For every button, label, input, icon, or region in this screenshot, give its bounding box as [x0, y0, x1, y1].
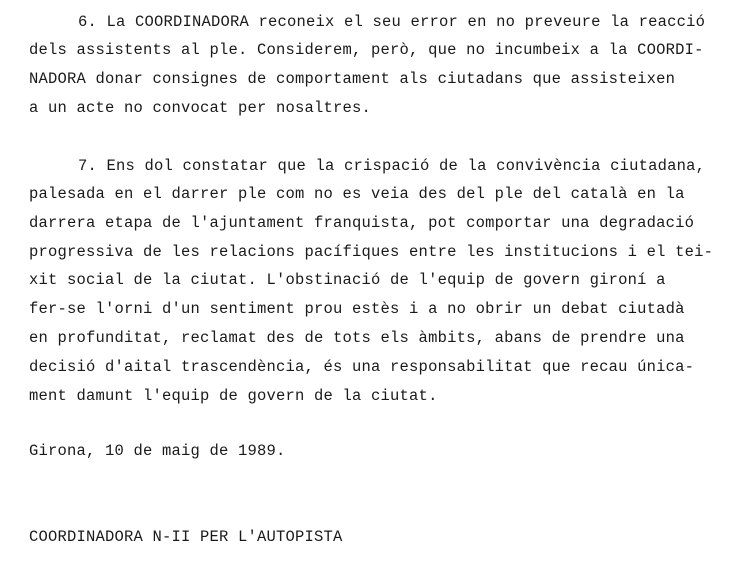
paragraph-7-line-4: progressiva de les relacions pacífiques entre les institucions i el tei-: [29, 243, 714, 261]
paragraph-6-line-4: a un acte no convocat per nosaltres.: [29, 99, 372, 117]
paragraph-6-line-1: 6. La COORDINADORA reconeix el seu error en no preveure la reacció: [78, 13, 706, 31]
paragraph-7-line-9: ment damunt l'equip de govern de la ciutat.: [29, 387, 438, 405]
date-line: Girona, 10 de maig de 1989.: [29, 442, 286, 460]
paragraph-7-line-3: darrera etapa de l'ajuntament franquista, pot comportar una degradació: [29, 214, 695, 232]
signature: COORDINADORA N-II PER L'AUTOPISTA: [29, 528, 343, 546]
paragraph-7-line-7: en profunditat, reclamat des de tots els àmbits, abans de prendre una: [29, 329, 685, 347]
paragraph-7-line-8: decisió d'aital trascendència, és una responsabilitat que recau única-: [29, 358, 695, 376]
paragraph-6-line-3: NADORA donar consignes de comportament als ciutadans que assisteixen: [29, 70, 676, 88]
paragraph-7-line-5: xit social de la ciutat. L'obstinació de l'equip de govern gironí a: [29, 271, 666, 289]
paragraph-6-line-2: dels assistents al ple. Considerem, però, que no incumbeix a la COORDI-: [29, 41, 704, 59]
paragraph-7-line-1: 7. Ens dol constatar que la crispació de la convivència ciutadana,: [78, 157, 706, 175]
paragraph-7-line-6: fer-se l'orni d'un sentiment prou estès i a no obrir un debat ciutadà: [29, 300, 685, 318]
paragraph-7-line-2: palesada en el darrer ple com no es veia des del ple del català en la: [29, 185, 685, 203]
